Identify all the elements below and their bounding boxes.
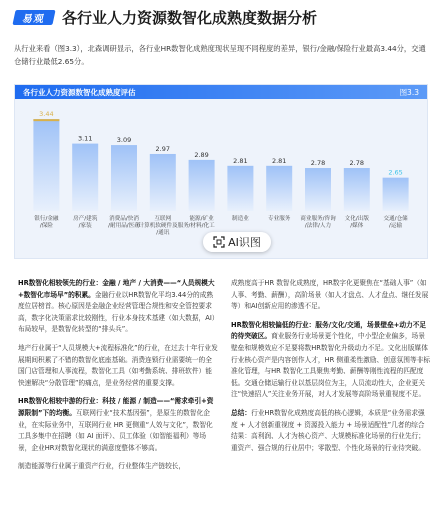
paragraph-lead: HR数智化相较偏低的行业：服务/文化/交通，场景壁垒+动力不足的待突破区。 — [231, 320, 427, 341]
bar-highlight-cap — [33, 119, 59, 121]
value-label-9: 2.65 — [388, 168, 403, 177]
value-label-2: 3.09 — [116, 136, 132, 145]
value-label-1: 3.11 — [77, 134, 93, 143]
category-label-8: 文化/出版/媒体 — [344, 216, 369, 229]
value-label-5: 2.81 — [233, 156, 248, 165]
left-column — [18, 278, 218, 480]
page-header — [14, 6, 317, 28]
bar-8 — [344, 168, 370, 211]
bar-4 — [189, 160, 215, 211]
value-label-3: 2.97 — [155, 144, 171, 153]
paragraph-lead: HR数智化相较领先的行业：金融 / 地产 / 大消费——“人员规模大+数智化市场早”的积累。 — [18, 279, 215, 299]
bar-5 — [227, 166, 253, 211]
paragraph-text: 成熟度高于HR 数智化成熟度，HR数字化更聚焦在“基础人事”（如人事、考勤、薪酬），高阶场景（如人才盘点、人才盘点、继任发展等）和AI创新应用的渗透不足。 — [231, 279, 429, 311]
right-paragraph-1 — [231, 278, 431, 313]
category-label-5: 制造业 — [232, 216, 249, 222]
intro-paragraph: 从行业来看（图3.3），北森调研显示，各行业HR数智化成熟度现状呈现不同程度的差异，银行/金融/保险行业最高3.44分，交通仓储行业最低2.65分。 — [14, 44, 426, 66]
category-label-9: 交通/仓储/运输 — [383, 216, 408, 229]
right-column — [231, 278, 431, 461]
bar-0 — [33, 119, 59, 211]
paragraph-text: 金融行业以HR数智化平均3.44分的成熟度位居榜首。核心原因是金融企业经营管理合规性和安全管控要求高，数字化决策需求比较刚性，行业本身技术基建（如大数据，AI）布局较早，是数智化转型的“排头兵”。 — [18, 290, 216, 334]
bar-6 — [266, 166, 292, 211]
bar-2 — [111, 145, 137, 211]
value-label-6: 2.81 — [271, 156, 287, 165]
logo-text: 易观 — [21, 13, 46, 25]
category-label-3: 互联网/计算机软硬件及服务/通讯 — [136, 216, 189, 236]
category-label-4: 能源/矿业/材料/化工 — [188, 216, 215, 229]
brand-logo — [12, 10, 55, 25]
paragraph-text: 地产行业属于“人员规模大+流程标准化”的行业，在过去十年行业发展期间积累了不错的数智化底座基础。消费连锁行业需要统一的全国门店管理和人事流程，数智化工具（如考勤系统、排班软件）能快速解决“分散管理”的痛点，是业务经营的重要支撑。 — [18, 343, 218, 387]
left-paragraph-1 — [18, 278, 218, 336]
paragraph-lead: 总结： — [231, 408, 252, 417]
paragraph-lead: HR数智化相较中游的行业：科技 / 能源 / 制造——“需求牵引+资源限制”下的均衡。 — [18, 397, 214, 417]
paragraph-text: 商业服务行业场景更个性化，中小型企业偏多，场景壁垒和规模效应不足要将数HR数智化升级动力不足。文化出版媒体行业核心资产是内容创作人才，HR 侧重柔性激励、创意氛围等非标准化管理，与HR 数智化工具聚焦考勤、薪酬等刚性流程的匹配度低。交通仓储运输行业以基层岗位为主，人员流动性大，企业更关注“快速招人”关注业务开展，对人才发展等高阶场景重视度不足。 — [231, 332, 431, 399]
category-label-1: 房产/建筑/家装 — [73, 216, 98, 229]
ai-recognize-button[interactable] — [203, 232, 271, 252]
paragraph-text: 互联网行业“技术基因强”，是原生的数智化企业，在实际业务中，互联网行业 HR 更侧重“人效与文化”，数智化工具多集中在招聘（如 AI 面评）、员工体验（如智能福利）等场景，企业HR对数智化现状的满意度整体不够高。 — [18, 408, 213, 452]
value-label-7: 2.78 — [310, 159, 326, 168]
category-label-2: 消费品/快消/耐用品/医药 — [108, 216, 140, 229]
ai-recognize-label: AI识图 — [228, 236, 261, 249]
right-paragraph-2 — [231, 320, 431, 401]
page-title: 各行业人力资源数智化成熟度数据分析 — [62, 8, 318, 27]
value-label-4: 2.89 — [194, 150, 209, 159]
paragraph-text: 制造能源等行业属于重资产行业，行业整体生产链较长， — [18, 462, 186, 471]
bar-9 — [383, 178, 409, 211]
left-paragraph-4 — [18, 461, 218, 473]
category-label-7: 商业服务/咨询/法律/人力 — [300, 216, 336, 229]
ai-scan-icon — [213, 236, 225, 248]
category-label-6: 专业服务 — [268, 216, 291, 222]
bar-7 — [305, 168, 331, 211]
bottom-fade — [0, 505, 442, 521]
bar-3 — [150, 154, 176, 211]
left-paragraph-2 — [18, 343, 218, 389]
bar-1 — [72, 144, 98, 211]
right-paragraph-3 — [231, 408, 431, 454]
value-label-8: 2.78 — [349, 159, 365, 168]
left-paragraph-3 — [18, 396, 218, 454]
paragraph-text: 行业HR数智化成熟度高低的核心逻辑，本质是“业务需求强度 + 人才创新重视度 + 资源投入能力 + 场景适配性”几者的综合结果：高利润、人才为核心资产、大规模标准化场景的行业先行；重资产、强合规的行业居中；零散型、个性化场景的行业待突破。 — [231, 408, 425, 452]
value-label-0: 3.44 — [39, 110, 54, 119]
category-label-0: 银行/金融/保险 — [34, 216, 59, 229]
figure-label: 图3.3 — [399, 88, 419, 97]
chart-title: 各行业人力资源数智化成熟度评估 — [23, 88, 136, 97]
